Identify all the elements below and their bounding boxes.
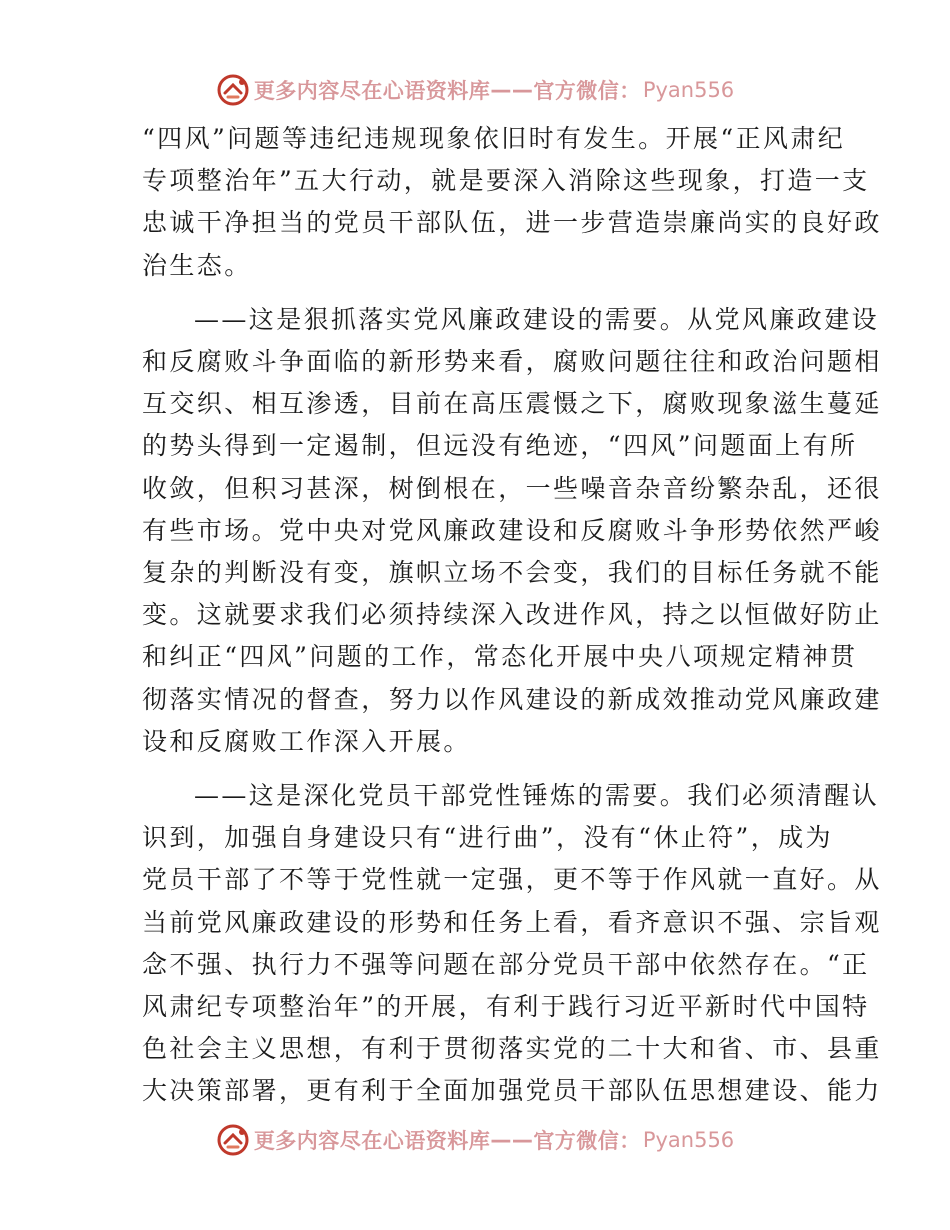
text-line: 识到，加强自身建设只有“进行曲”，没有“休止符”，成为 (142, 823, 833, 853)
watermark-dash: —— (490, 1128, 534, 1152)
document-body (142, 118, 882, 1125)
text-line: 和反腐败斗争面临的新形势来看，腐败问题往往和政治问题相 (142, 347, 882, 377)
text-line: 和纠正“四风”问题的工作，常态化开展中央八项规定精神贯 (142, 642, 858, 672)
text-line: 设和反腐败工作深入开展。 (142, 726, 471, 756)
watermark-wechat-id: Pyan556 (642, 1128, 735, 1152)
text-line: 色社会主义思想，有利于贯彻落实党的二十大和省、市、县重 (142, 1034, 882, 1064)
text-line: ——这是深化党员干部党性锤炼的需要。我们必须清醒认 (194, 781, 880, 811)
bottom-watermark-banner (0, 1120, 950, 1160)
text-line: 忠诚干净担当的党员干部队伍，进一步营造崇廉尚实的良好政 (142, 208, 882, 238)
text-line: 变。这就要求我们必须持续深入改进作风，持之以恒做好防止 (142, 600, 882, 630)
text-line: 复杂的判断没有变，旗帜立场不会变，我们的目标任务就不能 (142, 558, 882, 588)
paragraph-2 (142, 299, 882, 763)
top-watermark-banner (0, 70, 950, 110)
text-line: 党员干部了不等于党性就一定强，更不等于作风就一直好。从 (142, 865, 882, 895)
text-line: 专项整治年”五大行动，就是要深入消除这些现象，打造一支 (142, 166, 870, 196)
text-line: 彻落实情况的督查，努力以作风建设的新成效推动党风廉政建 (142, 684, 882, 714)
watermark-site-text: 更多内容尽在心语资料库 (253, 1129, 491, 1153)
text-line: 的势头得到一定遏制，但远没有绝迹，“四风”问题面上有所 (142, 431, 858, 461)
watermark-wechat-label: 官方微信： (533, 1129, 641, 1153)
watermark-site-text: 更多内容尽在心语资料库 (253, 79, 491, 103)
watermark-wechat-label: 官方微信： (533, 79, 641, 103)
text-line: 大决策部署，更有利于全面加强党员干部队伍思想建设、能力 (142, 1076, 882, 1106)
text-line: 治生态。 (142, 250, 252, 280)
text-line: 念不强、执行力不强等问题在部分党员干部中依然存在。“正 (142, 949, 870, 979)
text-line: ——这是狠抓落实党风廉政建设的需要。从党风廉政建设 (194, 304, 880, 334)
text-line: 风肃纪专项整治年”的开展，有利于践行习近平新时代中国特 (142, 992, 870, 1022)
watermark-dash: —— (490, 78, 534, 102)
book-logo-icon (216, 1123, 250, 1157)
paragraph-1 (142, 118, 882, 287)
watermark-wechat-id: Pyan556 (642, 78, 735, 102)
text-line: 互交织、相互渗透，目前在高压震慑之下，腐败现象滋生蔓延 (142, 389, 882, 419)
paragraph-3 (142, 775, 882, 1113)
text-line: 有些市场。党中央对党风廉政建设和反腐败斗争形势依然严峻 (142, 515, 882, 545)
text-line: 当前党风廉政建设的形势和任务上看，看齐意识不强、宗旨观 (142, 907, 882, 937)
text-line: 收敛，但积习甚深，树倒根在，一些噪音杂音纷繁杂乱，还很 (142, 473, 882, 503)
text-line: “四风”问题等违纪违规现象依旧时有发生。开展“正风肃纪 (142, 124, 846, 153)
book-logo-icon (216, 73, 250, 107)
